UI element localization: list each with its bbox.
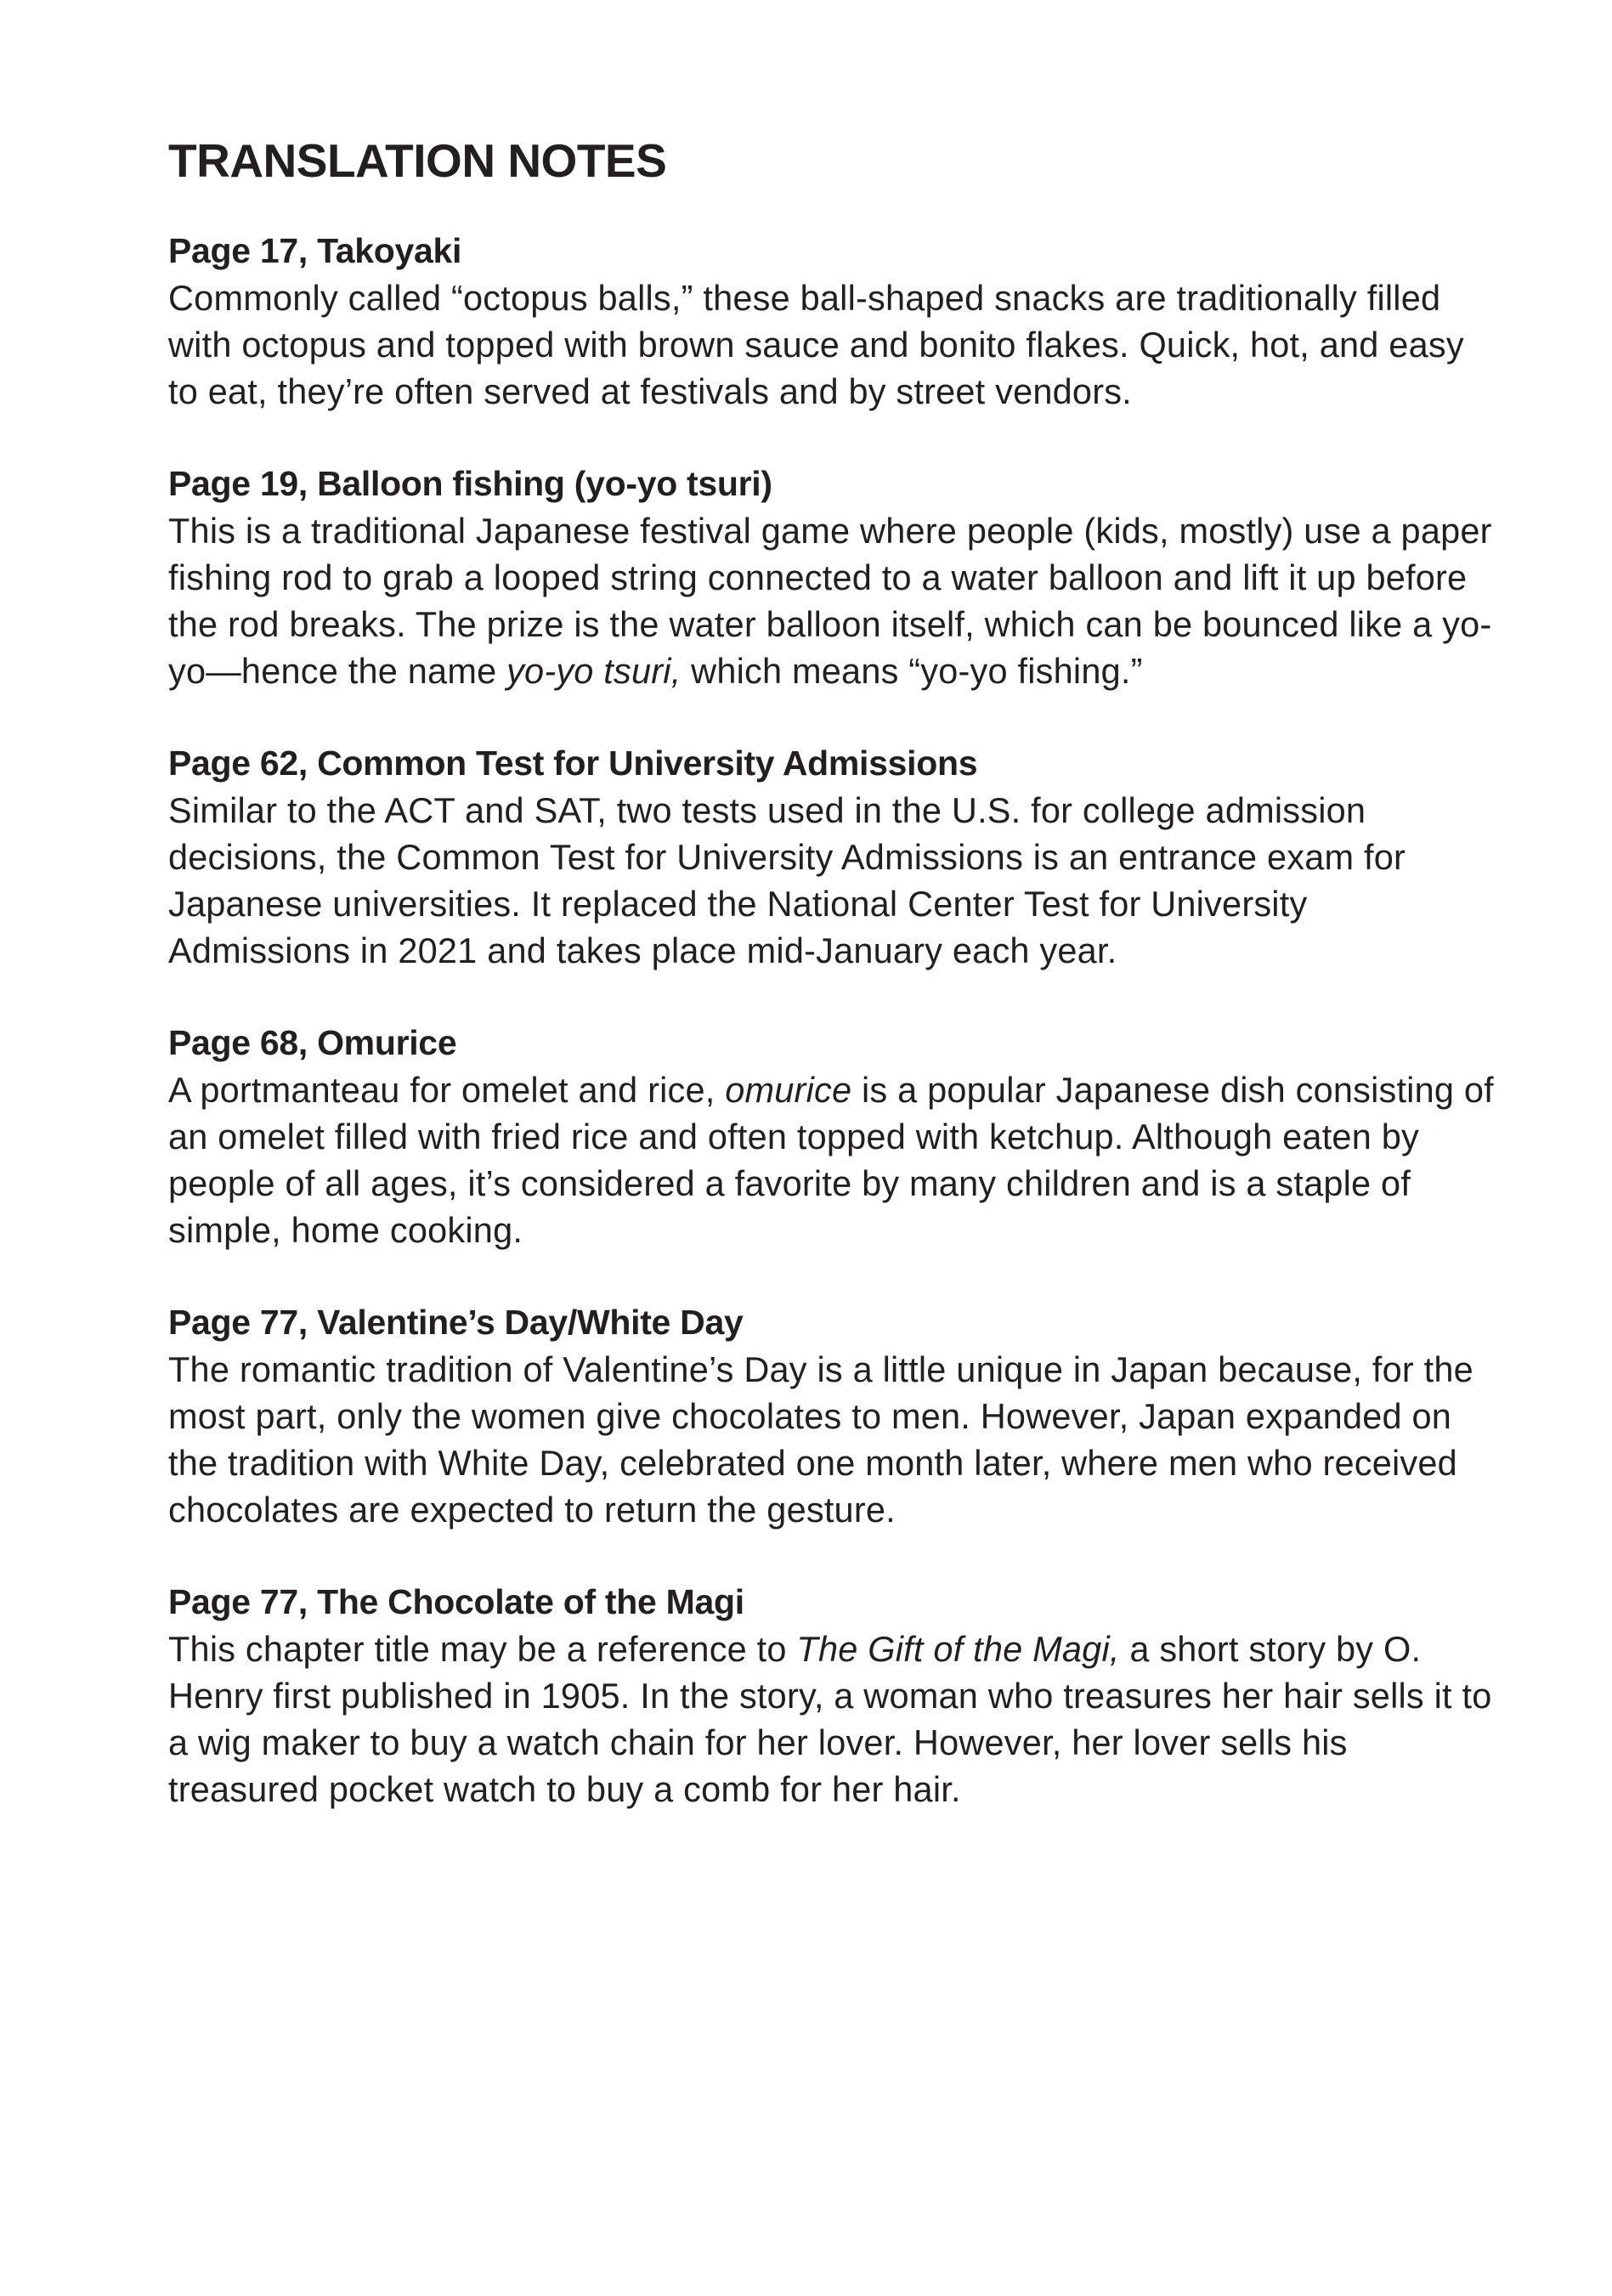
note-text-italic: omurice — [725, 1070, 852, 1110]
note-text: Commonly called “octopus balls,” these ball-shaped snacks are traditionally filled with octopus and topped with brown sauce and bonito flakes. Quick, hot, and easy to eat, they’re often served at festivals and by street vendors. — [168, 278, 1464, 411]
note-text: This chapter title may be a reference to — [168, 1629, 797, 1669]
page-title: TRANSLATION NOTES — [168, 134, 667, 187]
note-heading: Page 19, Balloon fishing (yo-yo tsuri) — [168, 464, 772, 503]
note-body — [168, 1626, 1494, 1812]
note-body — [168, 787, 1494, 974]
note-common-test — [168, 740, 1494, 974]
note-body — [168, 507, 1494, 694]
note-heading: Page 68, Omurice — [168, 1023, 457, 1062]
translation-notes-page — [168, 127, 1494, 1858]
note-heading: Page 77, Valentine’s Day/White Day — [168, 1303, 744, 1342]
note-valentines-day — [168, 1299, 1494, 1533]
note-chocolate-of-the-magi — [168, 1579, 1494, 1812]
note-takoyaki — [168, 228, 1494, 415]
note-heading: Page 77, The Chocolate of the Magi — [168, 1582, 744, 1621]
note-text: is a popular Japanese dish consisting of an omelet filled with fried rice and often topped with ketchup. Although eaten by people of all ages, it’s considered a favorite by many children and is a staple of simple, home cooking. — [168, 1070, 1494, 1250]
note-balloon-fishing — [168, 461, 1494, 694]
note-text: This is a traditional Japanese festival game where people (kids, mostly) use a paper fishing rod to grab a looped string connected to a water balloon and lift it up before the rod breaks. The prize is the water balloon itself, which can be bounced like a yo-yo—hence the name — [168, 511, 1492, 691]
note-text-italic: yo-yo tsuri, — [506, 651, 682, 691]
note-body — [168, 1346, 1494, 1533]
note-body — [168, 274, 1494, 415]
note-text: a short story by O. Henry first published in 1905. In the story, a woman who treasures her hair sells it to a wig maker to buy a watch chain for her lover. However, her lover sells his treasured pocket watch to buy a comb for her hair. — [168, 1629, 1492, 1809]
note-text-italic: The Gift of the Magi, — [796, 1629, 1120, 1669]
note-text: The romantic tradition of Valentine’s Day is a little unique in Japan because, for the most part, only the women give chocolates to men. However, Japan expanded on the tradition with White Day, celebrated one month later, where men who received chocolates are expected to return the gesture. — [168, 1349, 1473, 1530]
note-omurice — [168, 1020, 1494, 1253]
note-text: which means “yo-yo fishing.” — [681, 651, 1143, 691]
note-text: A portmanteau for omelet and rice, — [168, 1070, 726, 1110]
note-text: Similar to the ACT and SAT, two tests used in the U.S. for college admission decisions, the Common Test for University Admissions is an entrance exam for Japanese universities. It replaced the National Center Test for University Admissions in 2021 and takes place mid-January each year. — [168, 790, 1406, 970]
note-body — [168, 1066, 1494, 1253]
note-heading: Page 17, Takoyaki — [168, 231, 462, 270]
note-heading: Page 62, Common Test for University Admissions — [168, 744, 978, 783]
